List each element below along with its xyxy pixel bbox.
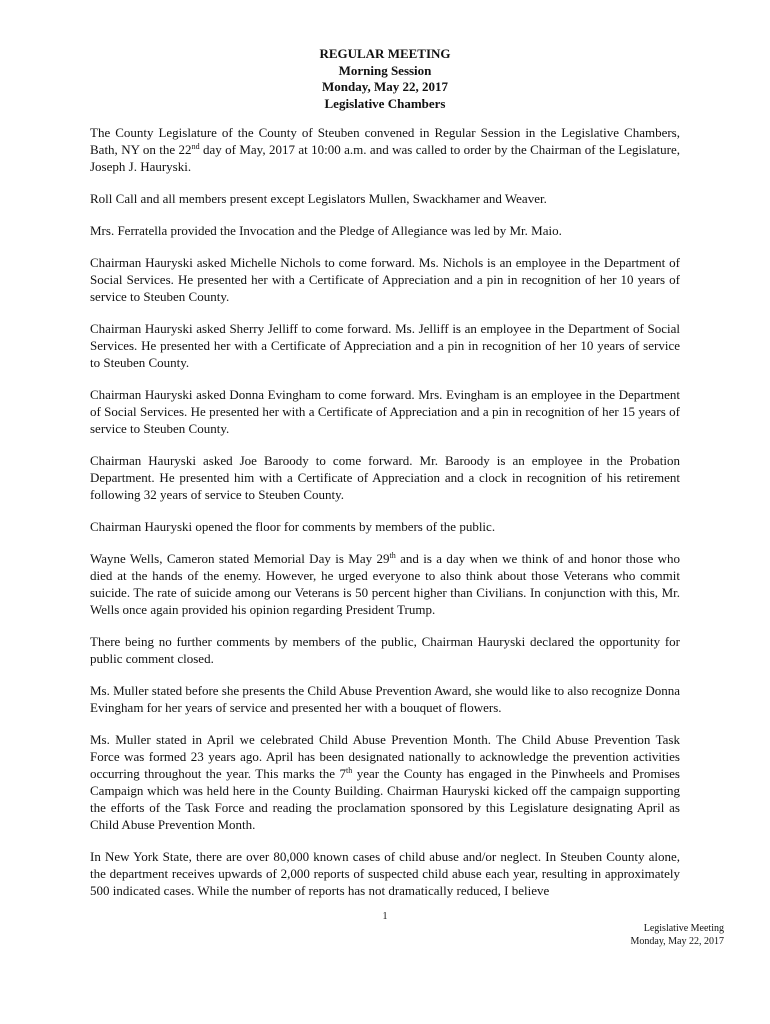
- footer-date: Monday, May 22, 2017: [630, 936, 724, 947]
- heading-meeting-type: REGULAR MEETING: [319, 46, 451, 61]
- paragraph-jelliff: Chairman Hauryski asked Sherry Jelliff to come forward. Ms. Jelliff is an employee in the Department of Social Services. He presented her with a Certificate of Appreciation and a pin in recognition of her 10 years of service to Steuben County.: [90, 321, 680, 370]
- heading-location: Legislative Chambers: [324, 95, 446, 111]
- document-heading: [90, 46, 680, 112]
- document-body: [90, 46, 680, 914]
- paragraph-public-comments-open: Chairman Hauryski opened the floor for comments by members of the public.: [90, 519, 496, 534]
- footer-title: Legislative Meeting: [643, 923, 724, 934]
- page-footer: [630, 922, 724, 948]
- paragraph-muller-recognition: Ms. Muller stated before she presents the Child Abuse Prevention Award, she would like to also recognize Donna Evingham for her years of service and presented her with a bouquet of flowers.: [90, 683, 680, 715]
- paragraph-baroody: Chairman Hauryski asked Joe Baroody to come forward. Mr. Baroody is an employee in the Probation Department. He presented him with a Certificate of Appreciation and a clock in recognition of his retirement following 32 years of service to Steuben County.: [90, 453, 680, 502]
- paragraph-invocation: Mrs. Ferratella provided the Invocation and the Pledge of Allegiance was led by Mr. Maio.: [90, 223, 562, 238]
- paragraph-public-comments-closed: There being no further comments by members of the public, Chairman Hauryski declared the opportunity for public comment closed.: [90, 634, 680, 666]
- paragraph-evingham: Chairman Hauryski asked Donna Evingham to come forward. Mrs. Evingham is an employee in the Department of Social Services. He presented her with a Certificate of Appreciation and a pin in recognition of her 15 years of service to Steuben County.: [90, 387, 680, 436]
- paragraph-child-abuse-prevention: Ms. Muller stated in April we celebrated Child Abuse Prevention Month. The Child Abuse Prevention Task Force was formed 23 years ago. April has been designated nationally to acknowledge the prevention activities occurring throughout the year. This marks the 7th year the County has engaged in the Pinwheels and Promises Campaign which was held here in the County Building. Chairman Hauryski kicked off the campaign supporting the efforts of the Task Force and reading the proclamation sponsored by this Legislature designating April as Child Abuse Prevention Month.: [90, 732, 680, 832]
- heading-date: Monday, May 22, 2017: [321, 79, 449, 94]
- heading-session: Morning Session: [338, 62, 432, 78]
- paragraph-statistics: In New York State, there are over 80,000 known cases of child abuse and/or neglect. In Steuben County alone, the department receives upwards of 2,000 reports of suspected child abuse each year, resulting in approximately 500 indicated cases. While the number of reports has not dramatically reduced, I believe: [90, 849, 680, 898]
- paragraph-convened: The County Legislature of the County of Steuben convened in Regular Session in the Legislative Chambers, Bath, NY on the 22nd day of May, 2017 at 10:00 a.m. and was called to order by the Chairman of the Legislature, Joseph J. Hauryski.: [90, 125, 680, 174]
- paragraph-roll-call: Roll Call and all members present except Legislators Mullen, Swackhamer and Weaver.: [90, 191, 547, 206]
- paragraph-wells: Wayne Wells, Cameron stated Memorial Day is May 29th and is a day when we think of and honor those who died at the hands of the enemy. However, he urged everyone to also think about those Veterans who commit suicide. The rate of suicide among our Veterans is 50 percent higher than Civilians. In conjunction with this, Mr. Wells once again provided his opinion regarding President Trump.: [90, 551, 680, 617]
- page-number: 1: [382, 911, 388, 922]
- paragraph-nichols: Chairman Hauryski asked Michelle Nichols to come forward. Ms. Nichols is an employee in the Department of Social Services. He presented her with a Certificate of Appreciation and a pin in recognition of her 10 years of service to Steuben County.: [90, 255, 680, 304]
